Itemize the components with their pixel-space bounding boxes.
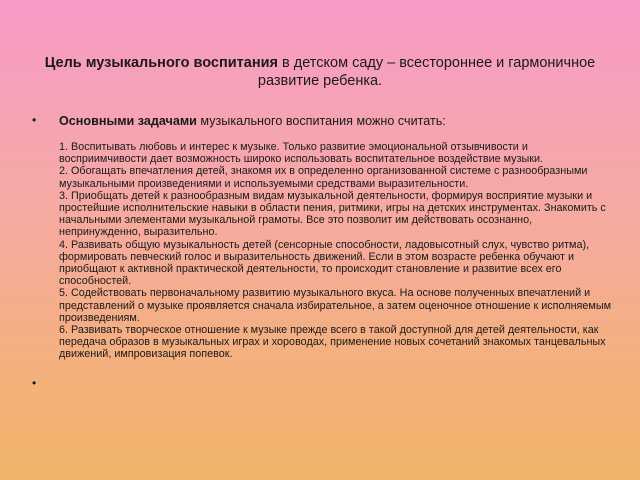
task-item-3: 3. Приобщать детей к разнообразным видам музыкальной деятельности, формируя восприятие музыки и простейшие исполнительские навыки в области пения, ритмики, игры на детских инструментах. Знакомить с начальными элементами музыкальной грамоты. Все это позволит им действовать осознанно, непринужденно, выразительно. (59, 189, 606, 239)
slide-title (40, 54, 600, 90)
bullet-dot: • (32, 113, 37, 127)
lead-rest: музыкального воспитания можно считать: (196, 114, 446, 128)
task-item-4: 4. Развивать общую музыкальность детей (сенсорные способности, ладовысотный слух, чувство ритма), формировать певческий голос и выразительность движений. Если в этом возрасте ребенка обучают и приобщают к активной практической деятельности, то происходит становление и развитие всех его способностей. (59, 238, 590, 288)
bullet-dot-empty: • (32, 376, 37, 390)
tasks-list (59, 141, 611, 361)
tasks-lead (59, 114, 611, 129)
lead-bold: Основными задачами (59, 114, 197, 128)
task-item-6: 6. Развивать творческое отношение к музыке прежде всего в такой доступной для детей деятельности, как передача образов в музыкальных играх и хороводах, применение новых сочетаний знакомых танцевальных движений, импровизация попевок. (59, 324, 606, 361)
task-item-1: 1. Воспитывать любовь и интерес к музыке. Только развитие эмоциональной отзывчивости и восприимчивости дает возможность широко использовать воспитательное воздействие музыки. (59, 141, 544, 166)
title-bold: Цель музыкального воспитания (44, 55, 278, 71)
task-item-5: 5. Содействовать первоначальному развитию музыкального вкуса. На основе полученных впечатлений и представлений о музыке проявляется сначала избирательное, а затем оценочное отношение к исполняемым произведениям. (59, 287, 612, 324)
tasks-block (59, 114, 611, 361)
task-item-2: 2. Обогащать впечатления детей, знакомя их в определенно организованной системе с разнообразными музыкальными произведениями и используемыми средствами выразительности. (59, 165, 588, 190)
title-rest: в детском саду – всестороннее и гармоничное развитие ребенка. (257, 55, 596, 89)
